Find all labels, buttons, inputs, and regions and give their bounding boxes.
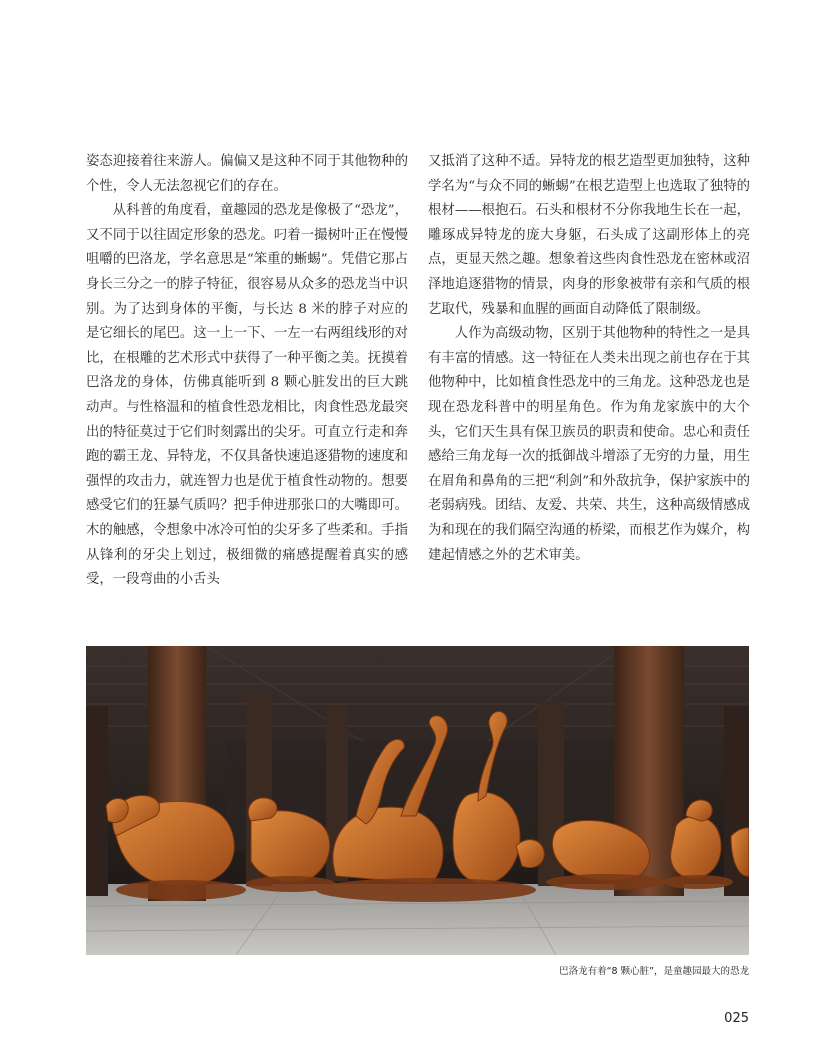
article-column-left [86, 150, 408, 593]
paragraph: 人作为高级动物，区别于其他物种的特性之一是具有丰富的情感。这一特征在人类未出现之前也存在于其他物种中，比如植食性恐龙中的三角龙。这种恐龙也是现在恐龙科普中的明星角色。作为角龙家族中的大个头，它们天生具有保卫族员的职责和使命。忠心和责任感给三角龙每一次的抵御战斗增添了无穷的力量，用生在眉角和鼻角的三把“利剑”和外敌抗争，保护家族中的老弱病残。团结、友爱、共荣、共生，这种高级情感成为和现在的我们隔空沟通的桥梁，而根艺作为媒介，构建起情感之外的艺术审美。 [428, 326, 750, 563]
article-column-right [428, 150, 750, 568]
paragraph: 从科普的角度看，童趣园的恐龙是像极了“恐龙”，又不同于以往固定形象的恐龙。叼着一撮树叶正在慢慢咀嚼的巴洛龙，学名意思是“笨重的蜥蜴”。凭借它那占身长三分之一的脖子特征，很容易从众多的恐龙当中识别。为了达到身体的平衡，与长达 8 米的脖子对应的是它细长的尾巴。这一上一下、一左一右两组线形的对比，在根雕的艺术形式中获得了一种平衡之美。抚摸着巴洛龙的身体，仿佛真能听到 8 颗心脏发出的巨大跳动声。与性格温和的植食性恐龙相比，肉食性恐龙最突出的特征莫过于它们时刻露出的尖牙。可直立行走和奔跑的霸王龙、异特龙，不仅具备快速追逐猎物的速度和强悍的攻击力，就连智力也是优于植食性动物的。想要感受它们的狂暴气质吗？把手伸进那张口的大嘴即可。木的触感，令想象中冰冷可怕的尖牙多了些柔和。手指从锋利的牙尖上划过，极细微的痛感提醒着真实的感受，一段弯曲的小舌头 [86, 203, 408, 588]
photo-illustration [86, 646, 749, 955]
dinosaur-root-carving-photo [86, 646, 749, 955]
photo-caption: 巴洛龙有着“8 颗心脏”，是童趣园最大的恐龙 [559, 966, 749, 977]
paragraph: 又抵消了这种不适。异特龙的根艺造型更加独特，这种学名为“与众不同的蜥蜴”在根艺造型上也选取了独特的根材——根抱石。石头和根材不分你我地生长在一起，雕琢成异特龙的庞大身躯，石头成了这副形体上的亮点，更显天然之趣。想象着这些肉食性恐龙在密林或沼泽地追逐猎物的情景，肉身的形象被带有亲和气质的根艺取代，残暴和血腥的画面自动降低了限制级。 [428, 154, 750, 317]
paragraph: 姿态迎接着往来游人。偏偏又是这种不同于其他物种的个性，令人无法忽视它们的存在。 [86, 154, 408, 194]
page-number: 025 [724, 1011, 749, 1026]
